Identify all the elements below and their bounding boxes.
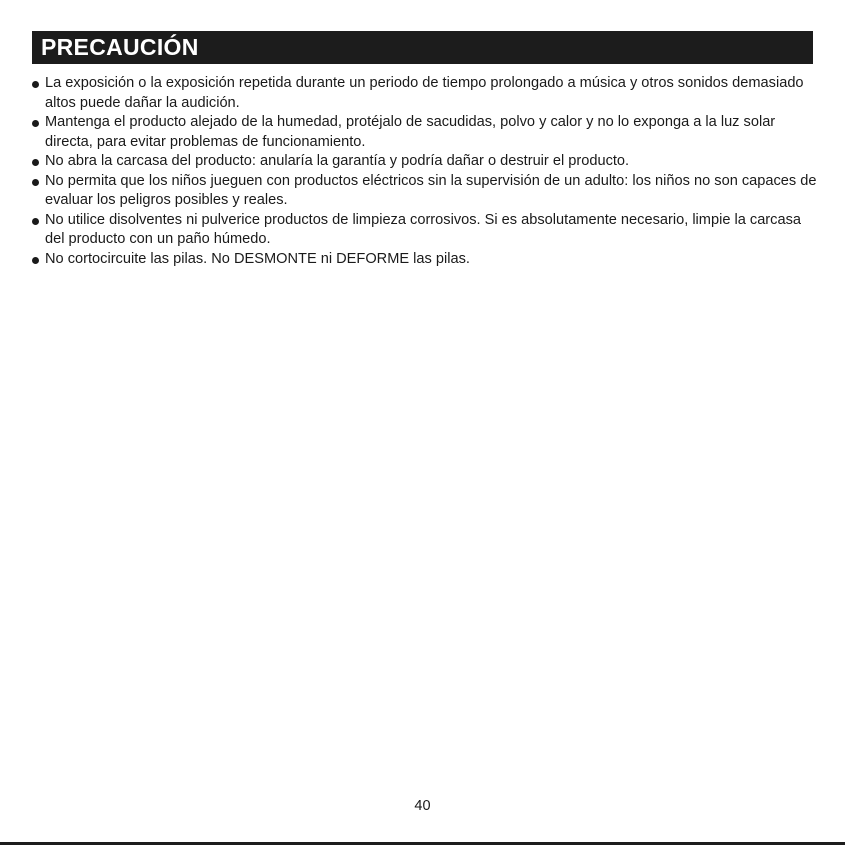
caution-item — [31, 250, 821, 270]
caution-item — [31, 211, 821, 250]
caution-text: Mantenga el producto alejado de la humedad, protéjalo de sacudidas, polvo y calor y no lo exponga a la luz solar directa, para evitar problemas de funcionamiento. — [45, 114, 776, 150]
caution-text: La exposición o la exposición repetida durante un periodo de tiempo prolongado a música y otros sonidos demasiado altos puede dañar la audición. — [45, 75, 804, 111]
bullet-icon — [32, 179, 39, 186]
caution-item — [31, 152, 821, 172]
caution-item — [31, 74, 821, 113]
caution-list — [31, 74, 821, 269]
bullet-icon — [32, 218, 39, 225]
bullet-icon — [32, 81, 39, 88]
bullet-icon — [32, 159, 39, 166]
section-title: PRECAUCIÓN — [41, 34, 199, 60]
bullet-icon — [32, 257, 39, 264]
caution-item — [31, 172, 821, 211]
caution-item — [31, 113, 821, 152]
section-header — [32, 31, 813, 64]
caution-text: No abra la carcasa del producto: anularía la garantía y podría dañar o destruir el producto. — [45, 153, 630, 169]
caution-text: No utilice disolventes ni pulverice productos de limpieza corrosivos. Si es absolutamente necesario, limpie la carcasa del producto con un paño húmedo. — [45, 211, 801, 247]
bullet-icon — [32, 120, 39, 127]
caution-text: No permita que los niños jueguen con productos eléctricos sin la supervisión de un adulto: los niños no son capaces de evaluar los peligros posibles y reales. — [45, 172, 817, 208]
page-number: 40 — [414, 798, 431, 814]
caution-text: No cortocircuite las pilas. No DESMONTE ni DEFORME las pilas. — [45, 250, 470, 267]
